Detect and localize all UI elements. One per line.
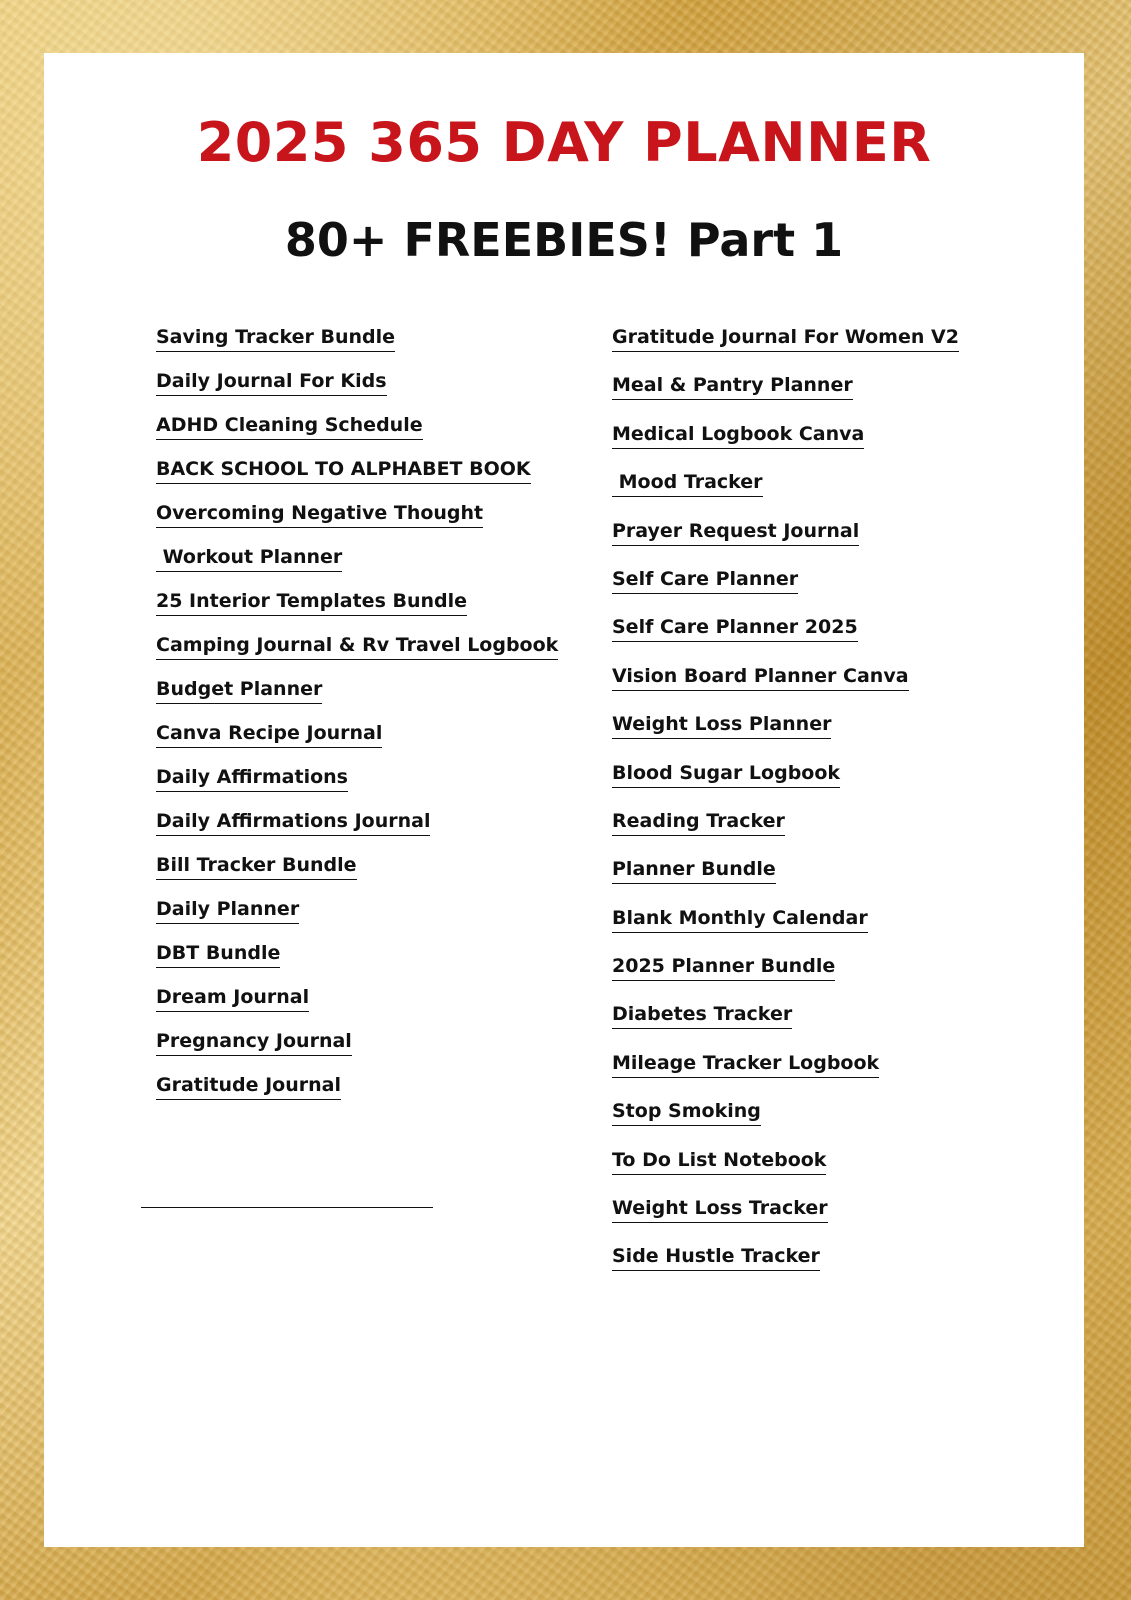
freebie-link-gratitude-journal-women-v2[interactable]: Gratitude Journal For Women V2: [612, 325, 959, 352]
freebie-link-daily-planner[interactable]: Daily Planner: [156, 897, 299, 924]
list-item: [612, 1099, 1032, 1147]
freebie-link-reading-tracker[interactable]: Reading Tracker: [612, 809, 785, 836]
freebie-link-prayer-request-journal[interactable]: Prayer Request Journal: [612, 519, 859, 546]
freebie-link-to-do-list-notebook[interactable]: To Do List Notebook: [612, 1148, 826, 1175]
list-item: [156, 941, 576, 985]
freebie-link-camping-journal[interactable]: Camping Journal & Rv Travel Logbook: [156, 633, 558, 660]
list-item: [612, 1002, 1032, 1050]
freebie-link-blood-sugar-logbook[interactable]: Blood Sugar Logbook: [612, 761, 840, 788]
list-item: [612, 712, 1032, 760]
list-item: [612, 519, 1032, 567]
list-item: [612, 373, 1032, 421]
freebie-link-daily-journal-for-kids[interactable]: Daily Journal For Kids: [156, 369, 387, 396]
list-item: [156, 501, 576, 545]
freebie-link-diabetes-tracker[interactable]: Diabetes Tracker: [612, 1002, 792, 1029]
list-item: [156, 809, 576, 853]
freebie-link-daily-affirmations[interactable]: Daily Affirmations: [156, 765, 348, 792]
freebie-link-canva-recipe-journal[interactable]: Canva Recipe Journal: [156, 721, 382, 748]
planner-page: [44, 53, 1084, 1547]
freebie-link-mood-tracker[interactable]: Mood Tracker: [612, 470, 763, 497]
freebie-link-daily-affirmations-journal[interactable]: Daily Affirmations Journal: [156, 809, 430, 836]
freebie-link-side-hustle-tracker[interactable]: Side Hustle Tracker: [612, 1244, 820, 1271]
list-item: [612, 664, 1032, 712]
list-item: [612, 1051, 1032, 1099]
freebie-link-vision-board-planner[interactable]: Vision Board Planner Canva: [612, 664, 909, 691]
list-item: [156, 765, 576, 809]
list-item: [156, 633, 576, 677]
freebie-link-mileage-tracker-logbook[interactable]: Mileage Tracker Logbook: [612, 1051, 879, 1078]
freebie-link-self-care-planner-2025[interactable]: Self Care Planner 2025: [612, 615, 858, 642]
freebie-link-medical-logbook-canva[interactable]: Medical Logbook Canva: [612, 422, 864, 449]
list-item: [156, 457, 576, 501]
right-link-list: [612, 325, 1032, 1293]
list-item: [156, 853, 576, 897]
list-item: [612, 809, 1032, 857]
freebie-link-meal-pantry-planner[interactable]: Meal & Pantry Planner: [612, 373, 853, 400]
list-item: [612, 422, 1032, 470]
list-item: [156, 721, 576, 765]
freebie-link-2025-planner-bundle[interactable]: 2025 Planner Bundle: [612, 954, 835, 981]
list-item: [612, 1148, 1032, 1196]
freebie-link-planner-bundle[interactable]: Planner Bundle: [612, 857, 776, 884]
freebie-link-weight-loss-planner[interactable]: Weight Loss Planner: [612, 712, 831, 739]
list-item: [156, 1029, 576, 1073]
freebie-link-interior-templates-bundle[interactable]: 25 Interior Templates Bundle: [156, 589, 467, 616]
list-item: [156, 369, 576, 413]
divider-line: [141, 1207, 433, 1208]
freebie-link-alphabet-book[interactable]: BACK SCHOOL TO ALPHABET BOOK: [156, 457, 531, 484]
freebie-link-gratitude-journal[interactable]: Gratitude Journal: [156, 1073, 341, 1100]
freebie-link-stop-smoking[interactable]: Stop Smoking: [612, 1099, 761, 1126]
list-item: [612, 1244, 1032, 1292]
list-item: [612, 325, 1032, 373]
freebie-link-dbt-bundle[interactable]: DBT Bundle: [156, 941, 280, 968]
freebie-link-budget-planner[interactable]: Budget Planner: [156, 677, 322, 704]
list-item: [612, 857, 1032, 905]
list-item: [156, 545, 576, 589]
freebie-link-weight-loss-tracker[interactable]: Weight Loss Tracker: [612, 1196, 828, 1223]
list-item: [156, 589, 576, 633]
list-item: [156, 325, 576, 369]
page-title: 2025 365 DAY PLANNER: [196, 111, 932, 174]
freebie-link-adhd-cleaning-schedule[interactable]: ADHD Cleaning Schedule: [156, 413, 423, 440]
freebie-link-self-care-planner[interactable]: Self Care Planner: [612, 567, 798, 594]
freebie-link-saving-tracker-bundle[interactable]: Saving Tracker Bundle: [156, 325, 395, 352]
list-item: [612, 470, 1032, 518]
freebie-link-bill-tracker-bundle[interactable]: Bill Tracker Bundle: [156, 853, 357, 880]
list-item: [612, 761, 1032, 809]
freebie-link-workout-planner[interactable]: Workout Planner: [156, 545, 342, 572]
list-item: [156, 1073, 576, 1117]
list-item: [612, 615, 1032, 663]
list-item: [612, 906, 1032, 954]
freebie-link-blank-monthly-calendar[interactable]: Blank Monthly Calendar: [612, 906, 868, 933]
freebie-link-dream-journal[interactable]: Dream Journal: [156, 985, 309, 1012]
list-item: [156, 897, 576, 941]
list-item: [156, 677, 576, 721]
list-item: [612, 1196, 1032, 1244]
freebie-link-pregnancy-journal[interactable]: Pregnancy Journal: [156, 1029, 352, 1056]
page-subtitle: 80+ FREEBIES! Part 1: [284, 213, 844, 267]
list-item: [156, 985, 576, 1029]
list-item: [612, 954, 1032, 1002]
list-item: [612, 567, 1032, 615]
left-link-list: [156, 325, 576, 1117]
freebie-link-overcoming-negative-thought[interactable]: Overcoming Negative Thought: [156, 501, 483, 528]
list-item: [156, 413, 576, 457]
